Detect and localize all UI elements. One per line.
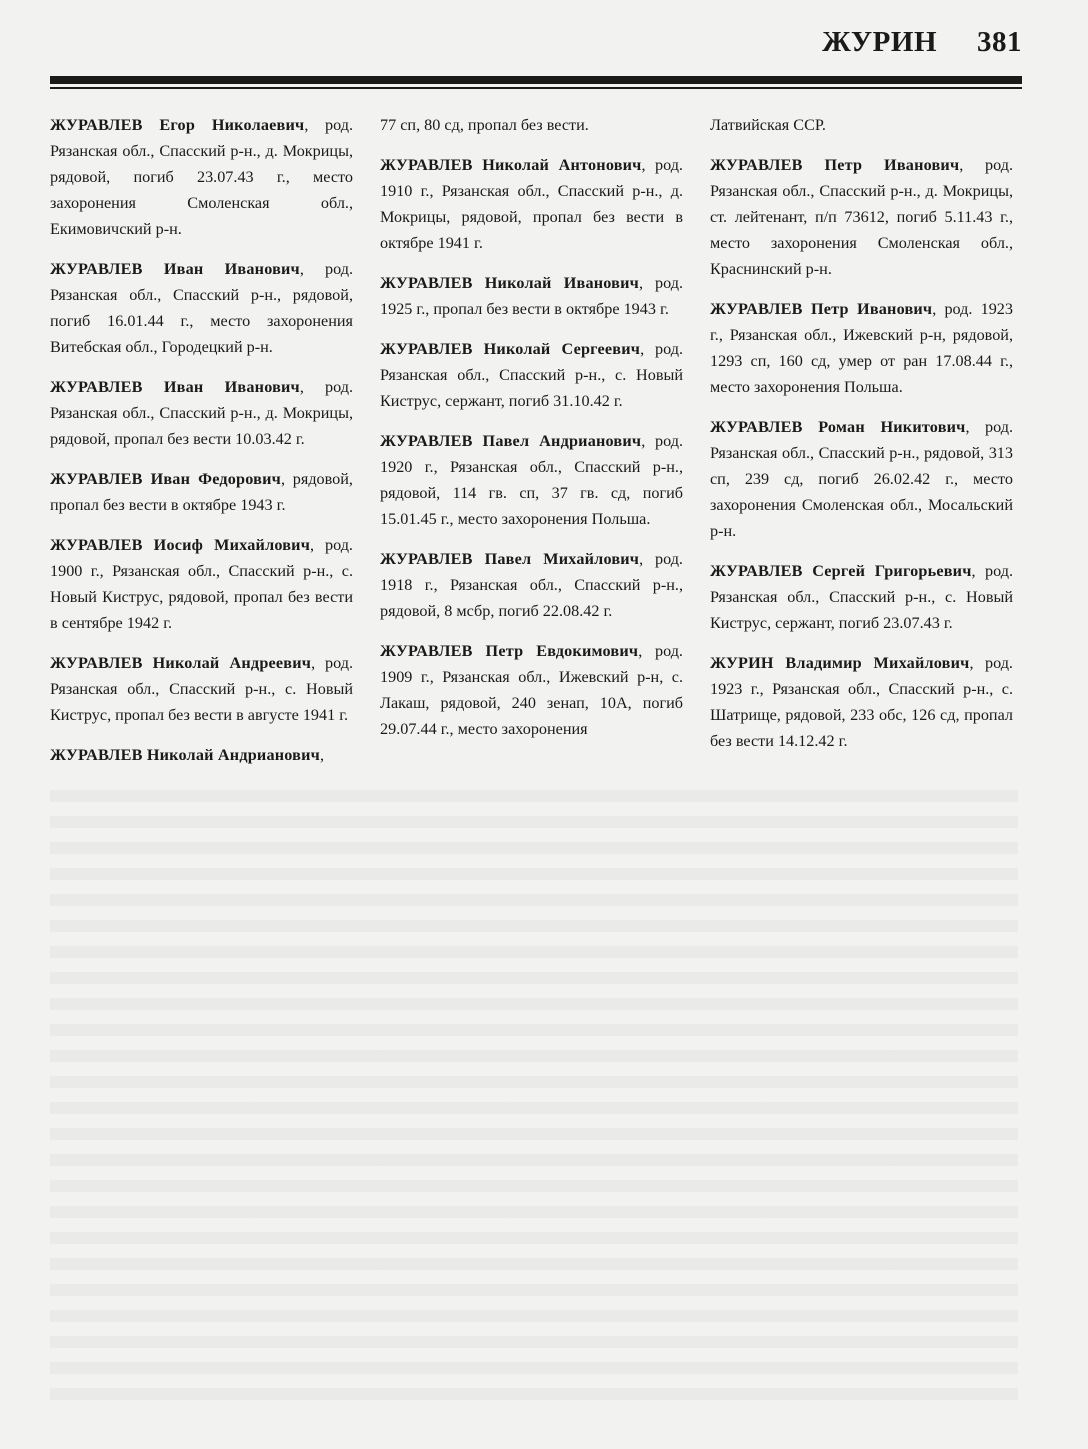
column-3 xyxy=(710,112,1013,768)
entry xyxy=(710,650,1013,754)
entry xyxy=(50,650,353,728)
entry-name: ЖУРАВЛЕВ Иван Федорович xyxy=(50,470,281,488)
entry xyxy=(710,414,1013,544)
running-head-title: ЖУРИН xyxy=(822,26,937,58)
entry xyxy=(50,256,353,360)
entry-name: ЖУРАВЛЕВ Павел Михайлович xyxy=(380,550,640,568)
entry xyxy=(710,558,1013,636)
entry-text: , род. Рязанская обл., Спасский р-н., рядовой, погиб 16.01.44 г., место захоронения Витебская обл., Городецкий р-н. xyxy=(50,260,353,356)
entry-text: , род. 1900 г., Рязанская обл., Спасский р-н., с. Новый Киструс, рядовой, пропал без вести в сентябре 1942 г. xyxy=(50,536,353,632)
entry xyxy=(50,112,353,242)
entry-text: , xyxy=(319,746,324,764)
entry xyxy=(50,466,353,518)
entry xyxy=(380,638,683,742)
entry-name: ЖУРАВЛЕВ Иван Иванович xyxy=(50,260,300,278)
entry-name: ЖУРАВЛЕВ Николай Андрианович xyxy=(50,746,320,764)
entry-text: , род. 1910 г., Рязанская обл., Спасский р-н., д. Мокрицы, рядовой, пропал без вести в октябре 1941 г. xyxy=(380,156,683,252)
entry-name: ЖУРАВЛЕВ Егор Николаевич xyxy=(50,116,305,134)
entry-text: Латвийская ССР. xyxy=(710,116,826,134)
entry xyxy=(380,428,683,532)
text-columns xyxy=(50,112,1018,772)
entry-name: ЖУРАВЛЕВ Иосиф Михайлович xyxy=(50,536,311,554)
entry-name: ЖУРАВЛЕВ Павел Андрианович xyxy=(380,432,642,450)
entry-text: , рядовой, пропал без вести в октябре 1943 г. xyxy=(50,470,353,514)
entry-text: , род. 1925 г., пропал без вести в октябре 1943 г. xyxy=(380,274,683,318)
bleed-through-area xyxy=(50,790,1018,1410)
entry xyxy=(380,112,683,138)
entry-text: , род. 1909 г., Рязанская обл., Ижевский р-н, с. Лакаш, рядовой, 240 зенап, 10А, погиб 29.07.44 г., место захоронения xyxy=(380,642,683,738)
entry-text: , род. 1920 г., Рязанская обл., Спасский р-н., рядовой, 114 гв. сп, 37 гв. сд, погиб 15.01.45 г., место захоронения Польша. xyxy=(380,432,683,528)
entry-name: ЖУРАВЛЕВ Петр Евдокимович xyxy=(380,642,639,660)
entry-text: , род. 1923 г., Рязанская обл., Спасский р-н., с. Шатрище, рядовой, 233 обс, 126 сд, пропал без вести 14.12.42 г. xyxy=(710,654,1013,750)
entry xyxy=(380,546,683,624)
entry-text: , род. Рязанская обл., Спасский р-н., рядовой, 313 сп, 239 сд, погиб 26.02.42 г., место захоронения Смоленская обл., Мосальский р-н. xyxy=(710,418,1013,540)
entry-text: , род. Рязанская обл., Спасский р-н., с. Новый Киструс, сержант, погиб 23.07.43 г. xyxy=(710,562,1013,632)
header-rule-thin xyxy=(50,87,1022,89)
entry-name: ЖУРАВЛЕВ Николай Андреевич xyxy=(50,654,312,672)
entry-name: ЖУРАВЛЕВ Иван Иванович xyxy=(50,378,300,396)
entry-name: ЖУРАВЛЕВ Роман Никитович xyxy=(710,418,966,436)
entry-name: ЖУРАВЛЕВ Николай Антонович xyxy=(380,156,642,174)
header-rule-thick xyxy=(50,76,1022,84)
entry-text: , род. Рязанская обл., Спасский р-н., с. Новый Киструс, пропал без вести в августе 1941 г. xyxy=(50,654,353,724)
entry xyxy=(380,270,683,322)
entry xyxy=(50,374,353,452)
column-1 xyxy=(50,112,353,782)
entry-name: ЖУРАВЛЕВ Николай Иванович xyxy=(380,274,639,292)
running-head xyxy=(822,26,1022,59)
entry-text: , род. Рязанская обл., Спасский р-н., с. Новый Киструс, сержант, погиб 31.10.42 г. xyxy=(380,340,683,410)
entry-text: , род. 1923 г., Рязанская обл., Ижевский р-н, рядовой, 1293 сп, 160 сд, умер от ран 17.08.44 г., место захоронения Польша. xyxy=(710,300,1013,396)
entry-text: 77 сп, 80 сд, пропал без вести. xyxy=(380,116,589,134)
entry-text: , род. Рязанская обл., Спасский р-н., д. Мокрицы, рядовой, пропал без вести 10.03.42 г. xyxy=(50,378,353,448)
entry-name: ЖУРАВЛЕВ Петр Иванович xyxy=(710,300,933,318)
entry xyxy=(50,742,353,768)
entry-text: , род. Рязанская обл., Спасский р-н., д. Мокрицы, ст. лейтенант, п/п 73612, погиб 5.11.43 г., место захоронения Смоленская обл., Краснинский р-н. xyxy=(710,156,1013,278)
entry-text: , род. 1918 г., Рязанская обл., Спасский р-н., рядовой, 8 мсбр, погиб 22.08.42 г. xyxy=(380,550,683,620)
column-2 xyxy=(380,112,683,756)
entry-text: , род. Рязанская обл., Спасский р-н., д. Мокрицы, рядовой, погиб 23.07.43 г., место захоронения Смоленская обл., Екимовичский р-н. xyxy=(50,116,353,238)
entry xyxy=(710,112,1013,138)
entry-name: ЖУРАВЛЕВ Сергей Григорьевич xyxy=(710,562,972,580)
entry-name: ЖУРИН Владимир Михайлович xyxy=(710,654,970,672)
entry-name: ЖУРАВЛЕВ Николай Сергеевич xyxy=(380,340,641,358)
entry-name: ЖУРАВЛЕВ Петр Иванович xyxy=(710,156,960,174)
entry xyxy=(380,336,683,414)
page-number: 381 xyxy=(977,26,1022,58)
entry xyxy=(710,296,1013,400)
entry xyxy=(50,532,353,636)
entry xyxy=(710,152,1013,282)
entry xyxy=(380,152,683,256)
